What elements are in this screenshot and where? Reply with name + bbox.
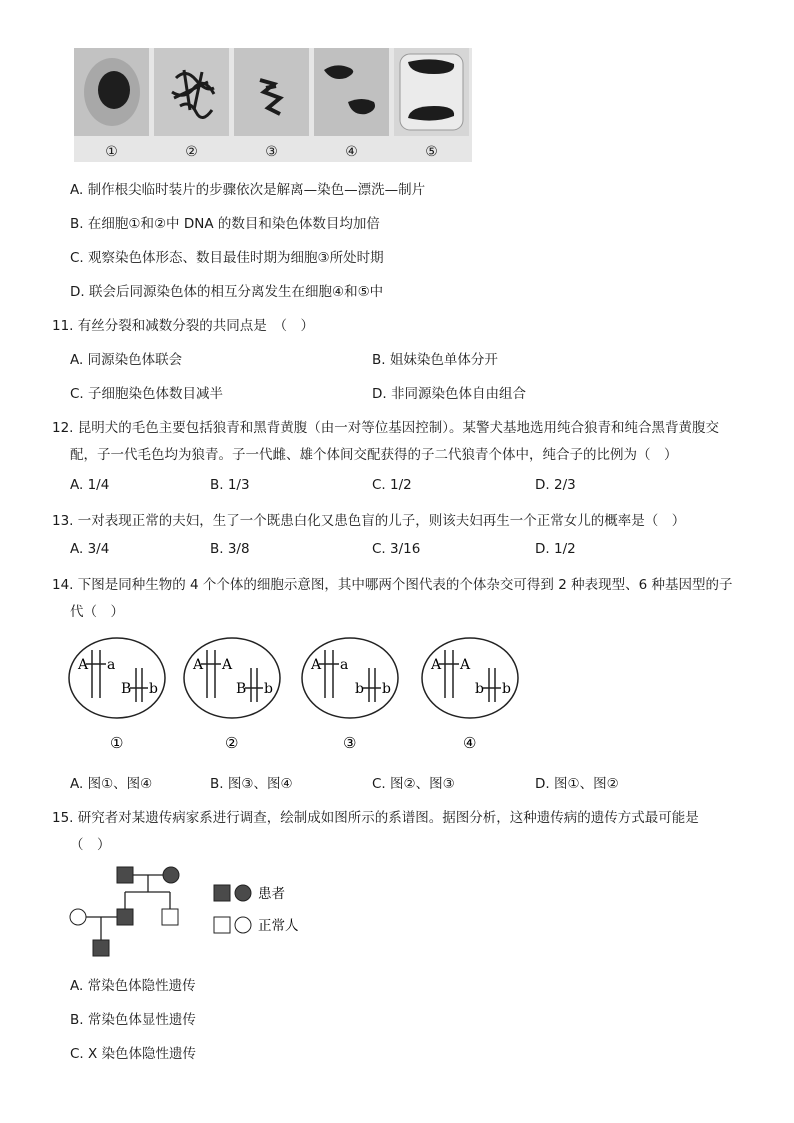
micrograph-label-1: ① [105,144,118,160]
cell-1-allele-left2: B [121,681,132,697]
pedigree-chart [62,858,312,970]
q13-option-d: D. 1/2 [535,541,576,557]
q13-option-c: C. 3/16 [372,541,421,557]
micrograph-label-3: ③ [265,144,278,160]
q12-option-c: C. 1/2 [372,477,412,493]
q10-option-b: B. 在细胞①和②中 DNA 的数目和染色体数目均加倍 [70,216,380,232]
q12-option-b: B. 1/3 [210,477,250,493]
cell-1-allele-right1: a [107,657,116,673]
cell-2-allele-left2: B [236,681,247,697]
micrograph-label-5: ⑤ [425,144,438,160]
q10-option-d: D. 联会后同源染色体的相互分离发生在细胞④和⑤中 [70,284,384,300]
q13-option-b: B. 3/8 [210,541,250,557]
cell-1-label: ① [110,734,124,752]
q11-option-b: B. 姐妹染色单体分开 [372,352,498,368]
legend-affected-label: 患者 [258,886,285,902]
cell-diagram-1 [69,638,165,752]
cell-4-allele-right2: b [502,681,511,697]
cell-3-allele-right1: a [340,657,349,673]
micrograph-cell-2 [154,48,229,136]
pedigree-affected-male-gen2 [117,909,133,925]
q15-option-a: A. 常染色体隐性遗传 [70,978,196,994]
cell-4-allele-left1: A [431,657,442,673]
q13-option-a: A. 3/4 [70,541,110,557]
pedigree-affected-male-gen1 [117,867,133,883]
cell-3-allele-right2: b [382,681,391,697]
micrograph-cell-4 [314,48,389,136]
q14-stem-line1: 14. 下图是同种生物的 4 个个体的细胞示意图，其中哪两个图代表的个体杂交可得到 2 种表现型、6 种基因型的子 [52,577,733,593]
q10-option-c: C. 观察染色体形态、数目最佳时期为细胞③所处时期 [70,250,384,266]
q13-stem: 13. 一对表现正常的夫妇，生了一个既患白化又患色盲的儿子，则该夫妇再生一个正常女儿的概率是（ ） [52,513,686,529]
cell-4-allele-left2: b [475,681,484,697]
q14-stem-line2: 代（ ） [70,604,124,620]
q11-stem: 11. 有丝分裂和减数分裂的共同点是 （ ） [52,318,315,334]
q15-stem-line1: 15. 研究者对某遗传病家系进行调查，绘制成如图所示的系谱图。据图分析，这种遗传病的遗传方式最可能是 [52,810,699,826]
legend-normal-square [214,917,230,933]
cell-4-allele-right1: A [460,657,471,673]
q15-stem-line2: （ ） [70,837,111,853]
pedigree-affected-male-gen3 [93,940,109,956]
q14-option-d: D. 图①、图② [535,776,619,792]
q14-option-a: A. 图①、图④ [70,776,153,792]
pedigree-affected-female-gen1 [163,867,179,883]
micrograph-cell-1 [74,48,149,136]
micrograph-strip [74,48,472,162]
pedigree-normal-female-gen2 [70,909,86,925]
cell-diagram-2 [184,638,280,752]
q10-option-a: A. 制作根尖临时装片的步骤依次是解离—染色—漂洗—制片 [70,182,426,198]
micrograph-cell-3 [234,48,309,136]
q14-option-c: C. 图②、图③ [372,776,455,792]
legend-affected-circle [235,885,251,901]
q15-option-c: C. X 染色体隐性遗传 [70,1046,197,1062]
cell-2-allele-left1: A [193,657,204,673]
cell-diagrams [60,628,530,756]
micrograph-label-4: ④ [345,144,358,160]
legend-affected-square [214,885,230,901]
cell-2-allele-right1: A [222,657,233,673]
q11-option-c: C. 子细胞染色体数目减半 [70,386,224,402]
q14-option-b: B. 图③、图④ [210,776,293,792]
q11-option-d: D. 非同源染色体自由组合 [372,386,526,402]
q12-option-d: D. 2/3 [535,477,576,493]
q12-stem-line2: 配，子一代毛色均为狼青。子一代雌、雄个体间交配获得的子二代狼青个体中，纯合子的比例为（ ） [70,447,678,463]
cell-4-label: ④ [463,734,477,752]
q15-option-b: B. 常染色体显性遗传 [70,1012,196,1028]
pedigree-normal-male-gen2 [162,909,178,925]
cell-1-allele-right2: b [149,681,158,697]
q12-stem-line1: 12. 昆明犬的毛色主要包括狼青和黑背黄腹（由一对等位基因控制）。某警犬基地选用纯合狼青和纯合黑背黄腹交 [52,420,720,436]
cell-3-label: ③ [343,734,357,752]
cell-3-allele-left1: A [311,657,322,673]
legend-normal-label: 正常人 [258,918,299,934]
cell-3-allele-left2: b [355,681,364,697]
q11-option-a: A. 同源染色体联会 [70,352,183,368]
micrograph-label-2: ② [185,144,198,160]
cell-diagram-4 [422,638,518,752]
cell-2-allele-right2: b [264,681,273,697]
legend-normal-circle [235,917,251,933]
q12-option-a: A. 1/4 [70,477,110,493]
cell-diagram-3 [302,638,398,752]
cell-1-allele-left1: A [78,657,89,673]
cell-2-label: ② [225,734,239,752]
micrograph-cell-5 [394,48,469,136]
